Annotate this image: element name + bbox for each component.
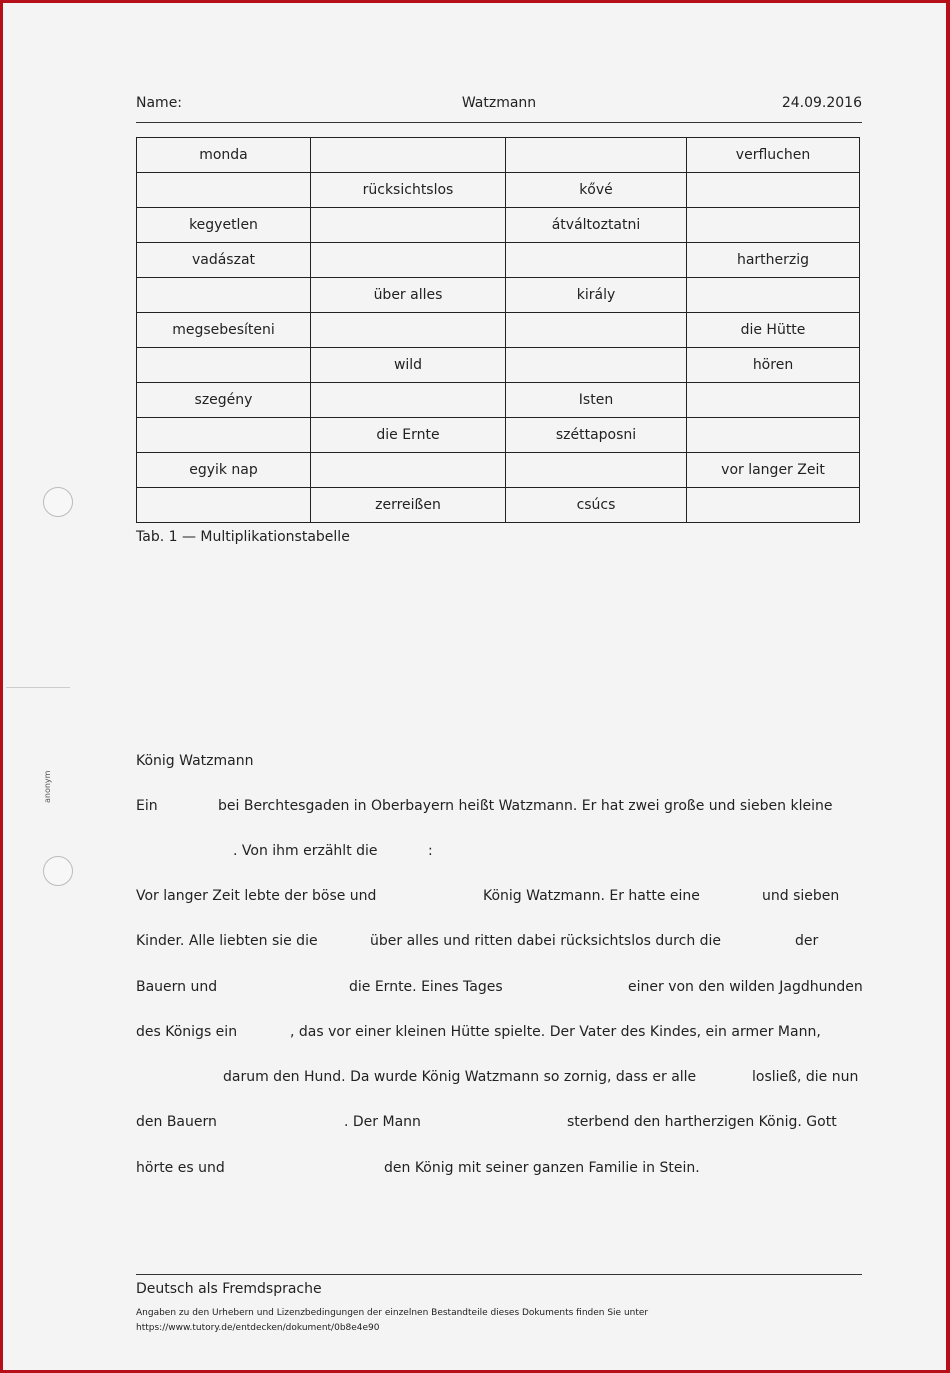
table-cell: egyik nap <box>137 453 311 488</box>
worksheet-page <box>3 3 946 1370</box>
table-cell: kegyetlen <box>137 208 311 243</box>
story-text: Ein <box>136 798 158 814</box>
story-text: einer von den wilden Jagdhunden <box>628 979 863 995</box>
table-cell <box>137 348 311 383</box>
table-row <box>137 313 860 348</box>
table-cell: szegény <box>137 383 311 418</box>
table-cell <box>687 278 860 313</box>
table-cell: zerreißen <box>311 488 506 523</box>
table-row <box>137 173 860 208</box>
story-text: hörte es und <box>136 1160 225 1176</box>
header-divider <box>136 122 862 123</box>
table-cell: átváltoztatni <box>506 208 687 243</box>
story-line <box>136 1160 862 1180</box>
table-cell <box>311 313 506 348</box>
document-date: 24.09.2016 <box>781 95 862 111</box>
license-url: https://www.tutory.de/entdecken/dokument/0b8e4e90 <box>136 1323 380 1333</box>
punch-hole-bottom <box>43 856 73 886</box>
table-cell: széttaposni <box>506 418 687 453</box>
table-cell: kővé <box>506 173 687 208</box>
story-line <box>136 798 862 818</box>
table-row <box>137 488 860 523</box>
table-cell <box>137 278 311 313</box>
table-cell: wild <box>311 348 506 383</box>
story-line <box>136 1069 862 1089</box>
table-row <box>137 278 860 313</box>
table-cell: vor langer Zeit <box>687 453 860 488</box>
table-cell: verfluchen <box>687 138 860 173</box>
table-cell <box>506 453 687 488</box>
table-cell: monda <box>137 138 311 173</box>
license-text: Angaben zu den Urhebern und Lizenzbedingungen der einzelnen Bestandteile dieses Dokuments finden Sie unter <box>136 1308 649 1318</box>
table-row <box>137 383 860 418</box>
story-line <box>136 843 862 863</box>
table-cell <box>687 488 860 523</box>
table-cell <box>506 348 687 383</box>
table-cell <box>311 453 506 488</box>
table-row <box>137 138 860 173</box>
story-text: losließ, die nun <box>752 1069 859 1085</box>
table-cell: die Ernte <box>311 418 506 453</box>
table-cell: hören <box>687 348 860 383</box>
name-label: Name: <box>136 95 183 111</box>
table-cell: über alles <box>311 278 506 313</box>
story-text: die Ernte. Eines Tages <box>349 979 503 995</box>
table-cell <box>311 138 506 173</box>
story-text: König Watzmann. Er hatte eine <box>483 888 700 904</box>
story-text: des Königs ein <box>136 1024 238 1040</box>
table-cell: megsebesíteni <box>137 313 311 348</box>
table-cell <box>311 208 506 243</box>
story-line <box>136 1024 862 1044</box>
table-cell: vadászat <box>137 243 311 278</box>
story-text: darum den Hund. Da wurde König Watzmann so zornig, dass er alle <box>223 1069 697 1085</box>
footer-divider <box>136 1274 862 1275</box>
story-line <box>136 888 862 908</box>
table-row <box>137 418 860 453</box>
table-cell <box>311 243 506 278</box>
story-text: den Bauern <box>136 1114 217 1130</box>
table-cell <box>137 488 311 523</box>
document-title: Watzmann <box>461 95 537 111</box>
story-text: , das vor einer kleinen Hütte spielte. Der Vater des Kindes, ein armer Mann, <box>290 1024 821 1040</box>
table-cell: Isten <box>506 383 687 418</box>
table-cell <box>311 383 506 418</box>
story-text: : <box>428 843 433 859</box>
story-text: sterbend den hartherzigen König. Gott <box>567 1114 837 1130</box>
page-header <box>136 95 862 115</box>
table-cell <box>506 138 687 173</box>
table-caption: Tab. 1 — Multiplikationstabelle <box>136 529 350 545</box>
table-cell: hartherzig <box>687 243 860 278</box>
table-cell <box>687 173 860 208</box>
table-cell <box>137 173 311 208</box>
story-line <box>136 933 862 953</box>
punch-hole-top <box>43 487 73 517</box>
story-text: über alles und ritten dabei rücksichtslos durch die <box>370 933 722 949</box>
table-cell: rücksichtslos <box>311 173 506 208</box>
table-row <box>137 243 860 278</box>
footer-license-note <box>136 1306 648 1336</box>
table-cell <box>506 313 687 348</box>
story-text: . Der Mann <box>344 1114 421 1130</box>
table-cell <box>687 208 860 243</box>
story-title: König Watzmann <box>136 753 254 769</box>
table-cell <box>687 383 860 418</box>
story-line <box>136 979 862 999</box>
story-text: bei Berchtesgaden in Oberbayern heißt Watzmann. Er hat zwei große und sieben kleine <box>218 798 833 814</box>
story-text: den König mit seiner ganzen Familie in Stein. <box>384 1160 700 1176</box>
story-text: und sieben <box>762 888 840 904</box>
table-cell: die Hütte <box>687 313 860 348</box>
table-cell <box>506 243 687 278</box>
anonym-label: anonym <box>43 770 52 803</box>
story-text: der <box>795 933 819 949</box>
story-text: . Von ihm erzählt die <box>233 843 378 859</box>
table-cell <box>137 418 311 453</box>
story-text: Kinder. Alle liebten sie die <box>136 933 318 949</box>
table-row <box>137 208 860 243</box>
footer-title: Deutsch als Fremdsprache <box>136 1281 322 1297</box>
story-text: Vor langer Zeit lebte der böse und <box>136 888 377 904</box>
table-cell: csúcs <box>506 488 687 523</box>
table-cell: király <box>506 278 687 313</box>
story-text: Bauern und <box>136 979 218 995</box>
table-row <box>137 453 860 488</box>
story-line <box>136 1114 862 1134</box>
table-row <box>137 348 860 383</box>
vocabulary-table <box>136 137 860 523</box>
fold-mark <box>6 687 70 688</box>
table-cell <box>687 418 860 453</box>
